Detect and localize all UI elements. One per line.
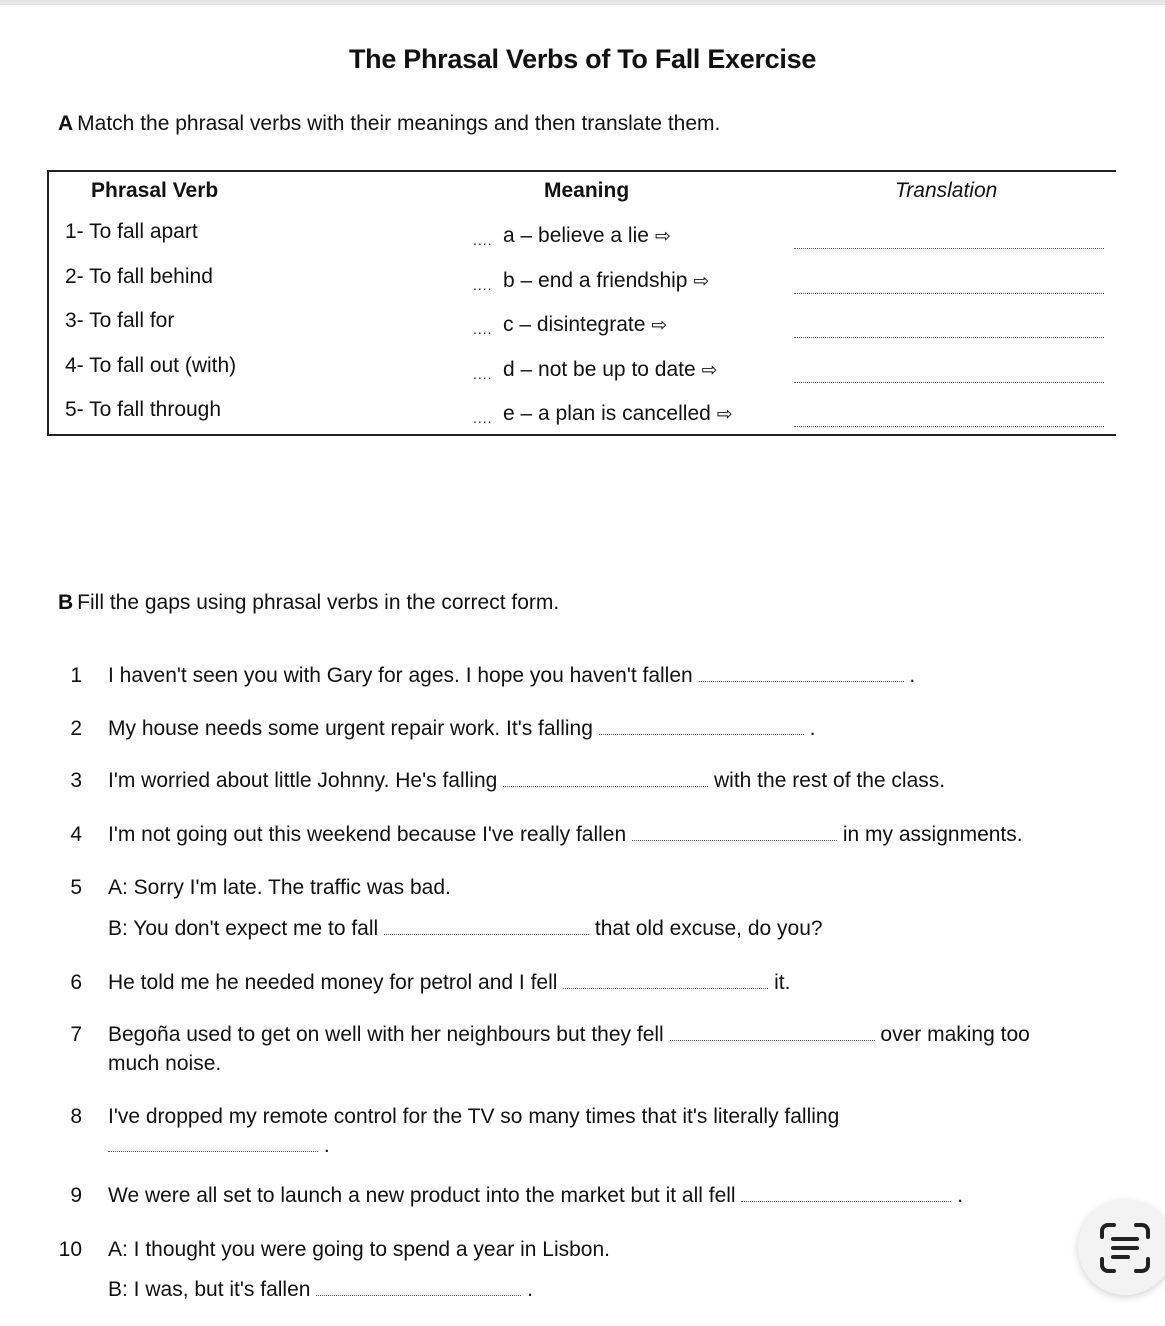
answer-gap[interactable] [503,785,708,787]
answer-blank[interactable]: .... [473,321,493,337]
translation-blank[interactable] [794,426,1104,427]
table-row [49,220,1116,260]
question-number: 4 [70,823,82,846]
answer-gap[interactable] [108,1150,318,1152]
answer-gap[interactable] [316,1294,521,1296]
translation-blank[interactable] [794,293,1104,294]
question-text: I'm not going out this weekend because I've really fallen in my assignments. [108,823,1023,846]
arrow-right-icon: ⇨ [654,226,671,247]
arrow-right-icon: ⇨ [701,360,718,381]
question-text-line-a: A: Sorry I'm late. The traffic was bad. [108,876,451,899]
meaning-text: e – a plan is cancelled ⇨ [503,402,733,425]
section-b-letter: B [58,591,74,614]
phrasal-verb: 2- To fall behind [65,265,213,288]
question-number: 6 [70,971,82,994]
answer-gap[interactable] [699,680,904,682]
arrow-right-icon: ⇨ [716,404,733,425]
question-number: 10 [58,1238,82,1261]
question-text: We were all set to launch a new product into the market but it all fell . [108,1184,964,1207]
question-number: 5 [70,876,82,899]
section-b-instruction [58,591,559,615]
question-text: I haven't seen you with Gary for ages. I hope you haven't fallen . [108,664,916,687]
table-row [49,265,1116,305]
answer-gap[interactable] [741,1200,951,1202]
section-b-text: Fill the gaps using phrasal verbs in the correct form. [77,591,560,614]
phrasal-verb: 3- To fall for [65,309,175,332]
answer-gap[interactable] [563,987,768,989]
answer-blank[interactable]: .... [473,277,493,293]
top-border [0,0,1165,5]
answer-blank[interactable]: .... [473,410,493,426]
question-text: B: I was, but it's fallen . [108,1278,533,1301]
arrow-right-icon: ⇨ [651,315,668,336]
section-a-text: Match the phrasal verbs with their meanings and then translate them. [77,112,721,135]
answer-gap[interactable] [599,733,804,735]
question-number: 9 [70,1184,82,1207]
question-number: 7 [70,1023,82,1046]
answer-gap[interactable] [384,933,589,935]
question-text: I've dropped my remote control for the TV so many times that it's literally falling [108,1105,840,1128]
question-text: He told me he needed money for petrol and I fell it. [108,971,791,994]
question-number: 2 [70,717,82,740]
question-text-line-a: A: I thought you were going to spend a year in Lisbon. [108,1238,611,1261]
meaning-text: d – not be up to date ⇨ [503,358,718,381]
meaning-text: b – end a friendship ⇨ [503,269,710,292]
question-text: Begoña used to get on well with her neighbours but they fell over making too [108,1023,1030,1046]
matching-table [47,170,1116,436]
translation-blank[interactable] [794,337,1104,338]
section-a-letter: A [58,112,74,135]
page-title: The Phrasal Verbs of To Fall Exercise [348,44,817,74]
question-text: My house needs some urgent repair work. It's falling . [108,717,816,740]
table-row [49,398,1116,438]
question-number: 1 [70,664,82,687]
table-row [49,309,1116,349]
section-a-instruction [58,112,720,136]
question-number: 3 [70,769,82,792]
phrasal-verb: 5- To fall through [65,398,222,421]
text-scan-button[interactable] [1078,1200,1165,1295]
meaning-text: c – disintegrate ⇨ [503,313,668,336]
answer-gap[interactable] [670,1039,875,1041]
question-text: . [108,1134,330,1158]
question-text: I'm worried about little Johnny. He's falling with the rest of the class. [108,769,946,792]
meaning-text: a – believe a lie ⇨ [503,224,671,247]
question-text: much noise. [108,1052,222,1075]
question-text: B: You don't expect me to fall that old excuse, do you? [108,917,823,940]
phrasal-verb: 1- To fall apart [65,220,198,243]
text-scan-icon [1098,1221,1152,1275]
answer-gap[interactable] [632,839,837,841]
phrasal-verb: 4- To fall out (with) [65,354,237,377]
answer-blank[interactable]: .... [473,366,493,382]
header-meaning: Meaning [544,179,630,202]
question-number: 8 [70,1105,82,1128]
translation-blank[interactable] [794,382,1104,383]
header-translation: Translation [895,179,998,202]
header-phrasal-verb: Phrasal Verb [91,179,219,202]
table-row [49,354,1116,394]
arrow-right-icon: ⇨ [693,271,710,292]
answer-blank[interactable]: .... [473,232,493,248]
translation-blank[interactable] [794,248,1104,249]
